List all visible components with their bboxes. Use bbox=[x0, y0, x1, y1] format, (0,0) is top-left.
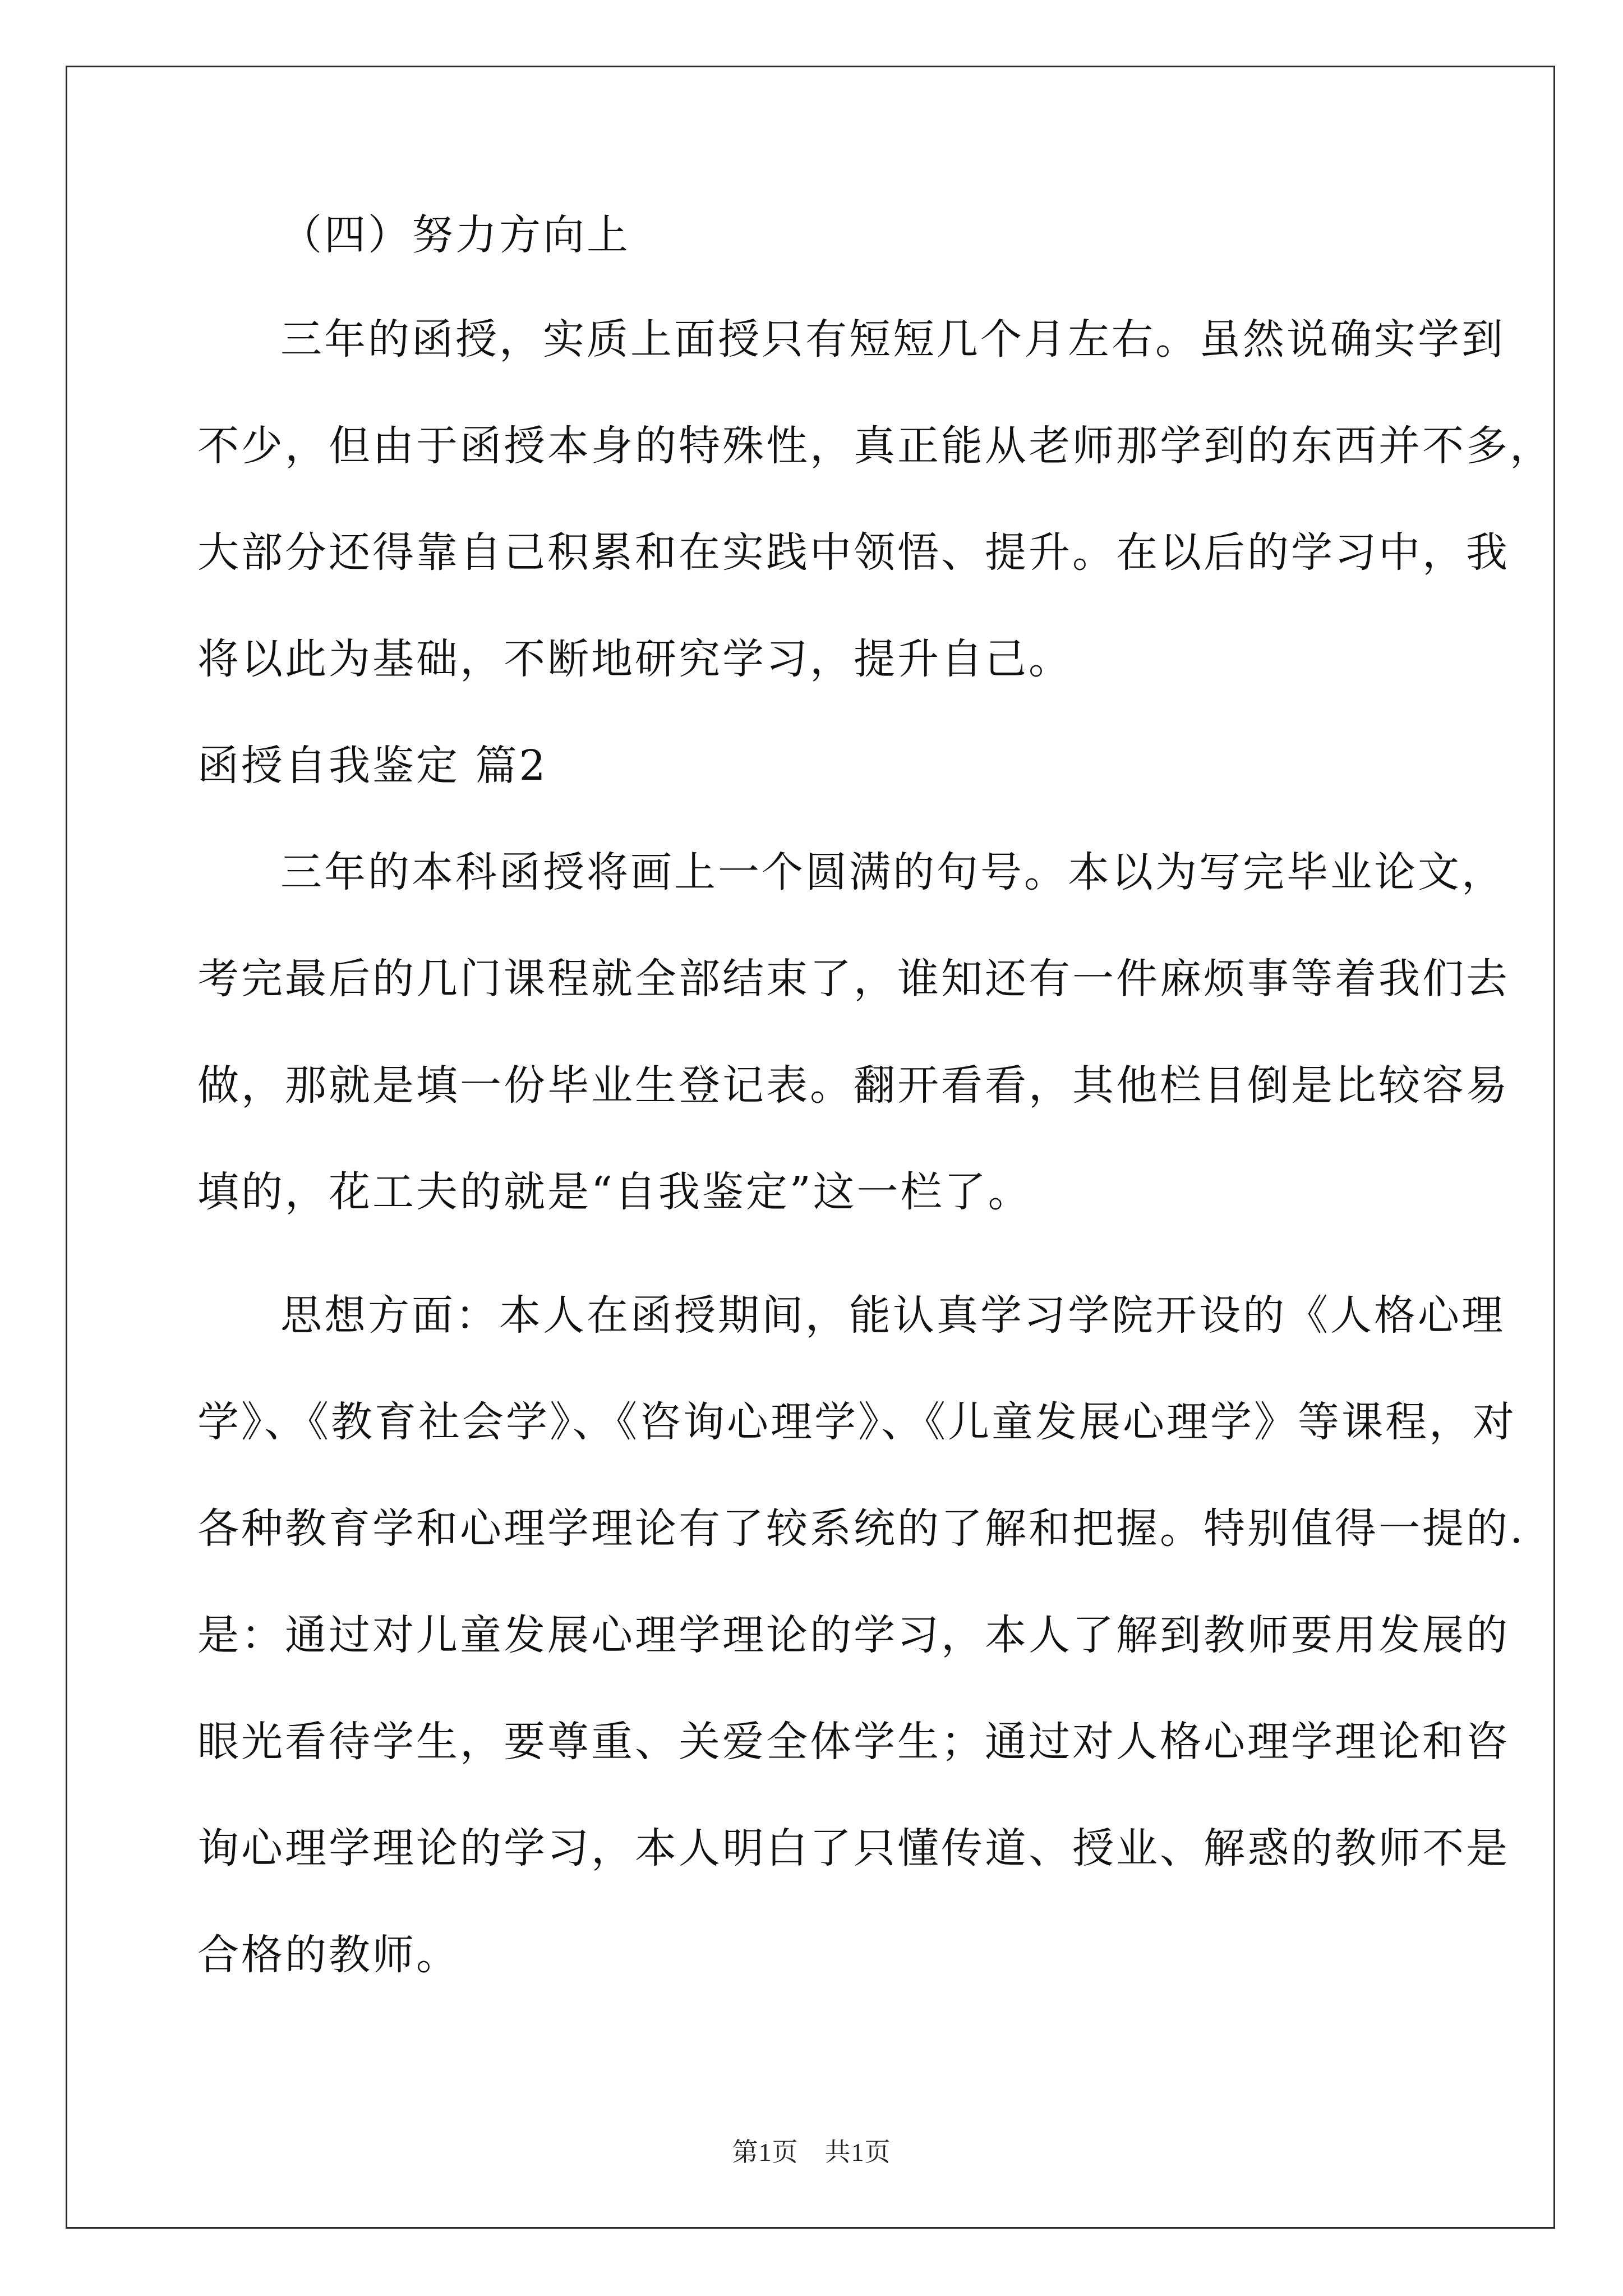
paragraph-line: 三年的本科函授将画上一个圆满的句号。本以为写完毕业论文， bbox=[280, 848, 1505, 896]
paragraph-line: 填的，花工夫的就是“自我鉴定”这一栏了。 bbox=[197, 1168, 1032, 1216]
paragraph-line: 三年的函授，实质上面授只有短短几个月左右。虽然说确实学到 bbox=[280, 315, 1505, 364]
paragraph-line: 考完最后的几门课程就全部结束了，谁知还有一件麻烦事等着我们去 bbox=[197, 955, 1510, 1003]
page-footer: 第1页 共1页 bbox=[732, 2138, 891, 2166]
paragraph-line: 各种教育学和心理学理论有了较系统的了解和把握。特别值得一提的. bbox=[197, 1504, 1525, 1553]
paragraph-line: 大部分还得靠自己积累和在实践中领悟、提升。在以后的学习中，我 bbox=[197, 528, 1510, 577]
page-border bbox=[66, 66, 1555, 2229]
paragraph-line: 将以此为基础，不断地研究学习，提升自己。 bbox=[197, 635, 1072, 683]
paragraph-line: 做，那就是填一份毕业生登记表。翻开看看，其他栏目倒是比较容易 bbox=[197, 1061, 1510, 1110]
paragraph-line: 学》、《教育社会学》、《咨询心理学》、《儿童发展心理学》等课程，对 bbox=[197, 1398, 1516, 1446]
paragraph-line: 合格的教师。 bbox=[197, 1931, 460, 1979]
paragraph-line: 不少，但由于函授本身的特殊性，真正能从老师那学到的东西并不多， bbox=[197, 422, 1553, 470]
section-heading-4: （四）努力方向上 bbox=[280, 211, 630, 259]
paragraph-line: 眼光看待学生，要尊重、关爱全体学生；通过对人格心理学理论和咨 bbox=[197, 1718, 1510, 1766]
paragraph-line: 思想方面：本人在函授期间，能认真学习学院开设的《人格心理 bbox=[280, 1291, 1505, 1340]
article-heading: 函授自我鉴定 篇2 bbox=[197, 742, 548, 790]
paragraph-line: 询心理学理论的学习，本人明白了只懂传道、授业、解惑的教师不是 bbox=[197, 1824, 1510, 1872]
paragraph-line: 是：通过对儿童发展心理学理论的学习，本人了解到教师要用发展的 bbox=[197, 1611, 1510, 1659]
